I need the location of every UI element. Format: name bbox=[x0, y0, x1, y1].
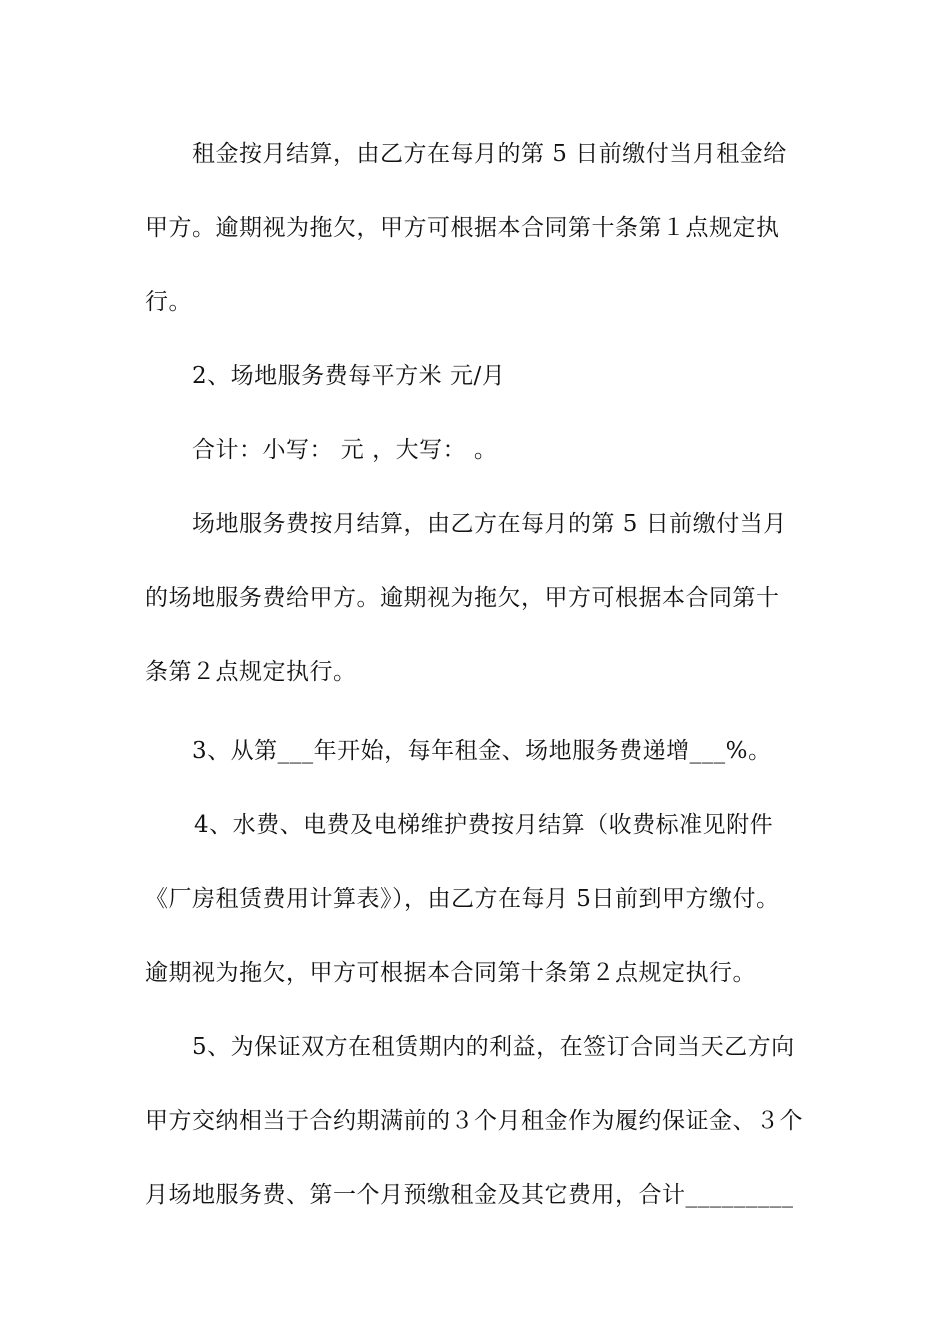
clause-4-line-1: 4、水费、电费及电梯维护费按月结算（收费标准见附件 bbox=[194, 812, 774, 838]
paragraph-line-6: 场地服务费按月结算，由乙方在每月的第 5 日前缴付当月 bbox=[192, 511, 787, 537]
paragraph-line-1: 租金按月结算，由乙方在每月的第 5 日前缴付当月租金给 bbox=[192, 141, 787, 167]
clause-5-line-2: 甲方交纳相当于合约期满前的３个月租金作为履约保证金、３个 bbox=[145, 1108, 803, 1134]
paragraph-line-8: 条第２点规定执行。 bbox=[145, 659, 357, 685]
paragraph-line-7: 的场地服务费给甲方。逾期视为拖欠，甲方可根据本合同第十 bbox=[145, 585, 780, 611]
paragraph-line-3: 行。 bbox=[145, 289, 192, 315]
total-line: 合计：小写： 元 ，大写： 。 bbox=[192, 437, 498, 463]
clause-3-line: 3、从第___年开始，每年租金、场地服务费递增___%。 bbox=[192, 738, 772, 764]
clause-4-line-3: 逾期视为拖欠，甲方可根据本合同第十条第２点规定执行。 bbox=[145, 960, 756, 986]
clause-4-line-2: 《厂房租赁费用计算表》），由乙方在每月 5日前到甲方缴付。 bbox=[145, 886, 780, 912]
clause-2-line: 2、场地服务费每平方米 元/月 bbox=[192, 363, 506, 389]
paragraph-line-2: 甲方。逾期视为拖欠，甲方可根据本合同第十条第１点规定执 bbox=[145, 215, 780, 241]
clause-5-line-3: 月场地服务费、第一个月预缴租金及其它费用，合计_________ bbox=[145, 1182, 794, 1208]
clause-5-line-1: 5、为保证双方在租赁期内的利益，在签订合同当天乙方向 bbox=[192, 1034, 795, 1060]
